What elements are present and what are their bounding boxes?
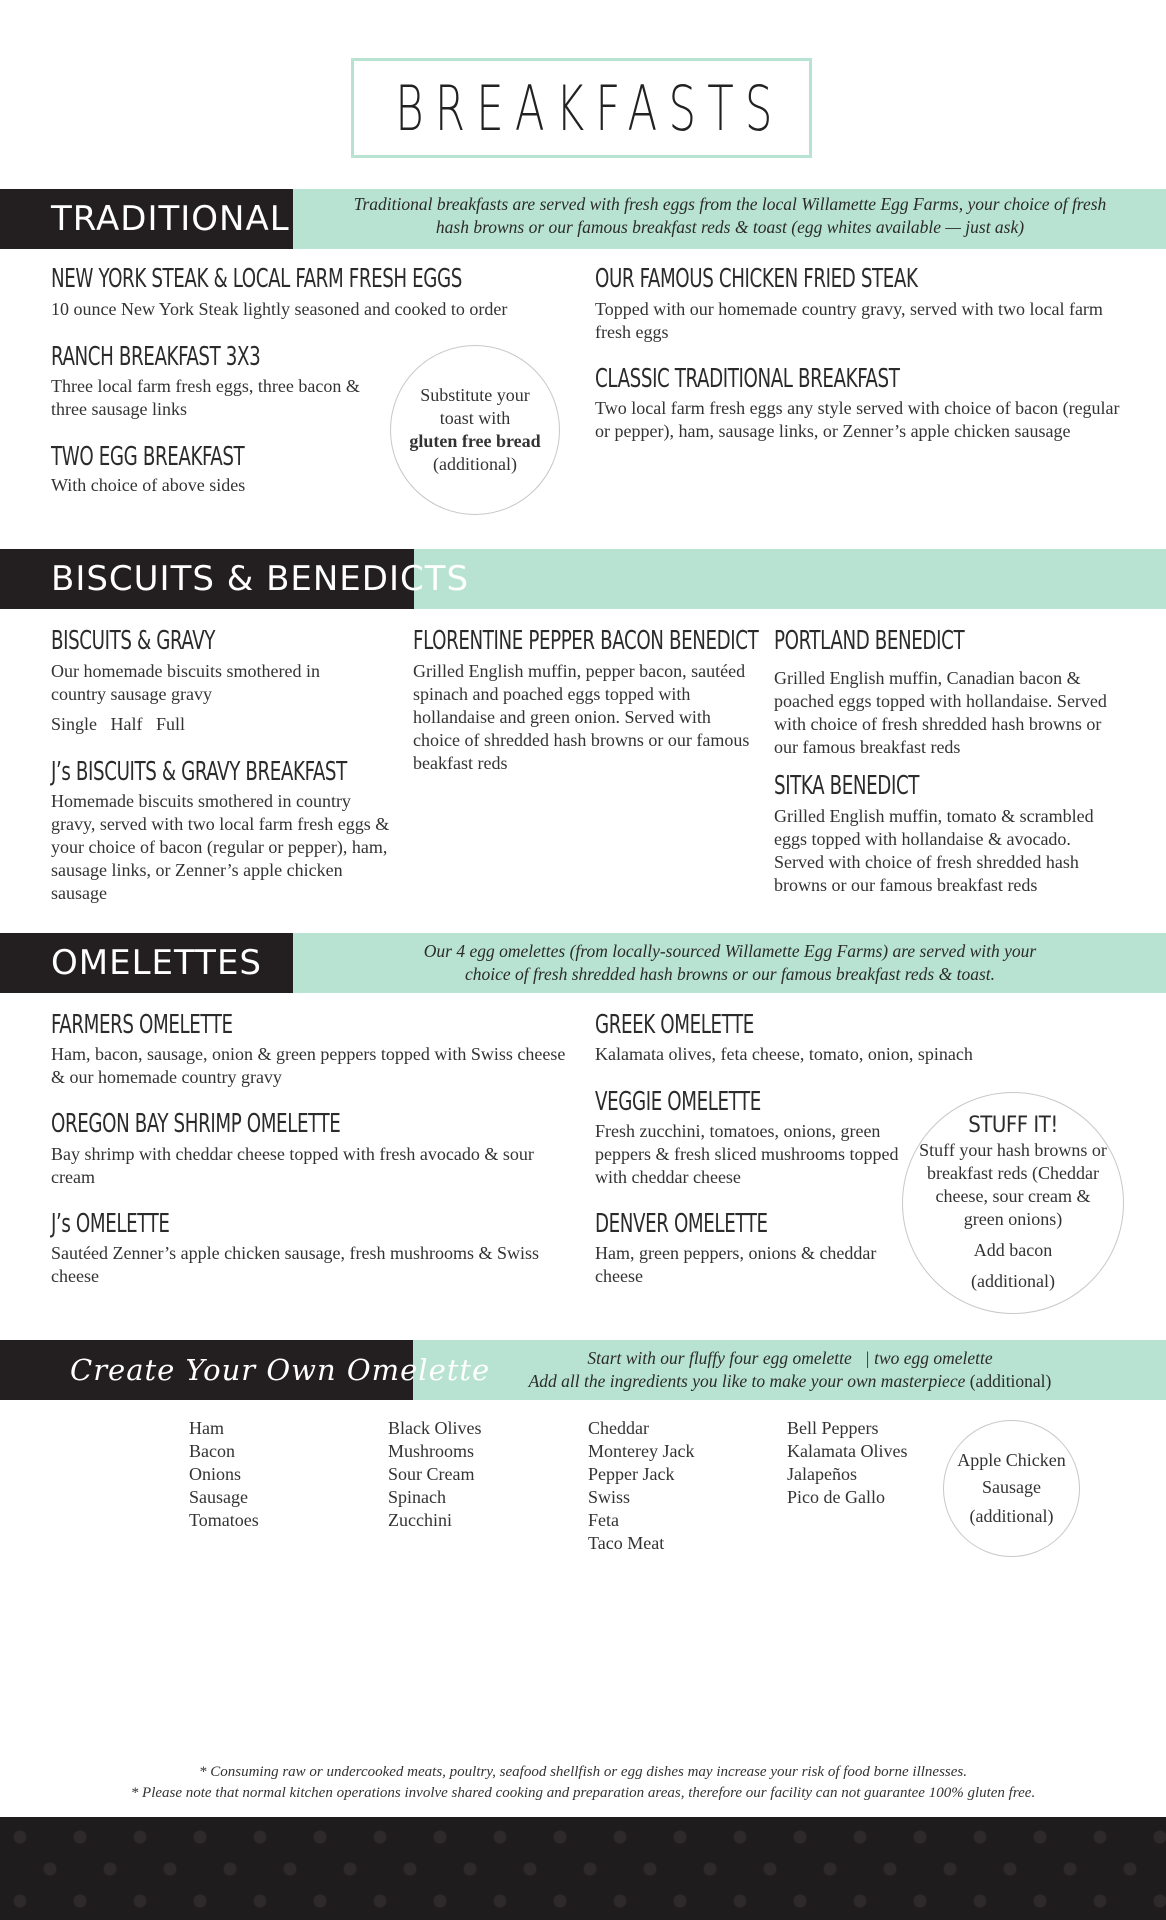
omelettes-heading-block <box>0 933 293 993</box>
footnote-raw-food: * Consuming raw or undercooked meats, poultry, seafood shellfish or egg dishes may increase your risk of food borne illnesses. <box>199 1764 967 1780</box>
ingredient: Ham <box>189 1418 224 1438</box>
item-desc: Ham, green peppers, onions & cheddar cheese <box>595 1243 877 1286</box>
item-desc: Kalamata olives, feta cheese, tomato, onion, spinach <box>595 1044 973 1064</box>
item-name: CLASSIC TRADITIONAL BREAKFAST <box>595 364 900 394</box>
ingredient: Zucchini <box>388 1510 452 1530</box>
item-name: J’s OMELETTE <box>51 1209 170 1239</box>
ingredient: Monterey Jack <box>588 1441 695 1461</box>
gluten-free-circle <box>390 345 560 515</box>
item-desc: Grilled English muffin, pepper bacon, sautéed spinach and poached eggs topped with hollandaise and green onion. Served with choice of shredded hash browns or our famous beakfast reds <box>413 661 750 773</box>
ingredient: Pepper Jack <box>588 1464 675 1484</box>
item-desc: Bay shrimp with cheddar cheese topped with fresh avocado & sour cream <box>51 1144 534 1187</box>
circle-text: (additional) <box>433 454 517 474</box>
footer-pattern <box>0 1817 1166 1920</box>
ingredient: Sour Cream <box>388 1464 475 1484</box>
create-note-line2-suffix: (additional) <box>965 1371 1052 1391</box>
ingredient: Bacon <box>189 1441 235 1461</box>
ingredient: Taco Meat <box>588 1533 665 1553</box>
circle-text-bold: gluten free bread <box>409 431 541 451</box>
stuff-it-desc: Stuff your hash browns or breakfast reds (Cheddar cheese, sour cream & green onions) <box>919 1139 1107 1229</box>
item-desc: Two local farm fresh eggs any style served with choice of bacon (regular or pepper), ham, sausage links, or Zenner’s apple chicken sausage <box>595 398 1120 441</box>
item-desc: Our homemade biscuits smothered in country sausage gravy <box>51 661 320 704</box>
ingredient-column <box>588 1417 694 1555</box>
item-name: OREGON BAY SHRIMP OMELETTE <box>51 1109 341 1139</box>
circle-text: Sausage <box>982 1477 1041 1497</box>
ingredient: Jalapeños <box>787 1464 857 1484</box>
item-name: FARMERS OMELETTE <box>51 1010 233 1040</box>
item-desc: Three local farm fresh eggs, three bacon & three sausage links <box>51 376 360 419</box>
ingredient: Spinach <box>388 1487 446 1507</box>
item-name: RANCH BREAKFAST 3X3 <box>51 342 261 372</box>
create-note-line2 <box>430 1370 1150 1393</box>
traditional-heading-block <box>0 189 293 249</box>
ingredient: Sausage <box>189 1487 248 1507</box>
item-desc: 10 ounce New York Steak lightly seasoned and cooked to order <box>51 299 508 319</box>
item-name: VEGGIE OMELETTE <box>595 1087 761 1117</box>
ingredient: Black Olives <box>388 1418 482 1438</box>
item-name: GREEK OMELETTE <box>595 1010 754 1040</box>
ingredient: Feta <box>588 1510 619 1530</box>
apple-sausage-circle <box>943 1420 1080 1557</box>
item-desc: With choice of above sides <box>51 475 246 495</box>
create-heading-block <box>0 1340 491 1400</box>
traditional-note: Traditional breakfasts are served with fresh eggs from the local Willamette Egg Farms, your choice of fresh hash browns or our famous breakfast reds & toast (egg whites available — just ask) <box>353 194 1107 237</box>
ingredient: Pico de Gallo <box>787 1487 885 1507</box>
item-desc: Homemade biscuits smothered in country gravy, served with two local farm fresh eggs & your choice of bacon (regular or pepper), ham, sausage links, or Zenner’s apple chicken sausage <box>51 791 390 903</box>
page-title-box <box>351 58 812 158</box>
ingredient: Mushrooms <box>388 1441 475 1461</box>
create-note <box>430 1347 1150 1393</box>
item-name: BISCUITS & GRAVY <box>51 626 216 656</box>
stuff-it-bacon: Add bacon <box>973 1239 1053 1260</box>
item-name: FLORENTINE PEPPER BACON BENEDICT <box>413 626 759 656</box>
item-name: NEW YORK STEAK & LOCAL FARM FRESH EGGS <box>51 264 463 294</box>
footnote-gluten: * Please note that normal kitchen operations involve shared cooking and preparation areas, therefore our facility can not guarantee 100% gluten free. <box>130 1785 1036 1801</box>
stuff-it-circle <box>902 1092 1124 1314</box>
ingredient-column <box>787 1417 907 1509</box>
create-heading: Create Your Own Omelette <box>70 1353 491 1387</box>
ingredient: Kalamata Olives <box>787 1441 908 1461</box>
circle-text: Apple Chicken <box>957 1450 1066 1470</box>
item-name: OUR FAMOUS CHICKEN FRIED STEAK <box>595 264 918 294</box>
ingredient: Onions <box>189 1464 242 1484</box>
omelettes-heading: OMELETTES <box>51 943 263 983</box>
circle-text: Substitute your <box>420 385 530 405</box>
item-desc: Fresh zucchini, tomatoes, onions, green peppers & fresh sliced mushrooms topped with cheddar cheese <box>595 1121 899 1187</box>
item-sizes: Single Half Full <box>51 714 185 734</box>
ingredient: Tomatoes <box>189 1510 259 1530</box>
ingredient: Bell Peppers <box>787 1418 879 1438</box>
create-note-line1: Start with our fluffy four egg omelette | two egg omelette <box>587 1348 993 1368</box>
item-name: DENVER OMELETTE <box>595 1209 768 1239</box>
stuff-it-additional: (additional) <box>971 1270 1055 1291</box>
item-name: J’s BISCUITS & GRAVY BREAKFAST <box>51 757 347 787</box>
ingredient-column <box>388 1417 481 1532</box>
item-desc: Grilled English muffin, tomato & scrambled eggs topped with hollandaise & avocado. Served with choice of fresh shredded hash browns or our famous breakfast reds <box>774 806 1094 895</box>
circle-text: toast with <box>439 408 511 428</box>
item-desc: Ham, bacon, sausage, onion & green peppers topped with Swiss cheese & our homemade country gravy <box>51 1044 566 1087</box>
item-desc: Topped with our homemade country gravy, served with two local farm fresh eggs <box>595 299 1103 342</box>
page-title: BREAKFASTS <box>395 71 784 145</box>
item-name: TWO EGG BREAKFAST <box>51 442 245 472</box>
item-name: PORTLAND BENEDICT <box>774 626 965 656</box>
biscuits-heading: BISCUITS & BENEDICTS <box>51 559 470 599</box>
biscuits-heading-block <box>0 549 470 609</box>
stuff-it-title: STUFF IT! <box>968 1112 1058 1138</box>
ingredient-column <box>189 1417 259 1532</box>
item-desc: Sautéed Zenner’s apple chicken sausage, fresh mushrooms & Swiss cheese <box>51 1243 540 1286</box>
traditional-heading: TRADITIONAL <box>51 199 290 239</box>
item-desc: Grilled English muffin, Canadian bacon & poached eggs topped with hollandaise. Served with choice of fresh shredded hash browns or our famous breakfast reds <box>774 668 1107 757</box>
circle-text: (additional) <box>969 1506 1054 1526</box>
item-name: SITKA BENEDICT <box>774 771 920 801</box>
ingredient: Swiss <box>588 1487 631 1507</box>
create-note-line2-text: Add all the ingredients you like to make your own masterpiece <box>528 1371 966 1391</box>
ingredient: Cheddar <box>588 1418 649 1438</box>
omelettes-note: Our 4 egg omelettes (from locally-sourced Willamette Egg Farms) are served with your choice of fresh shredded hash browns or our famous breakfast reds & toast. <box>423 941 1037 984</box>
